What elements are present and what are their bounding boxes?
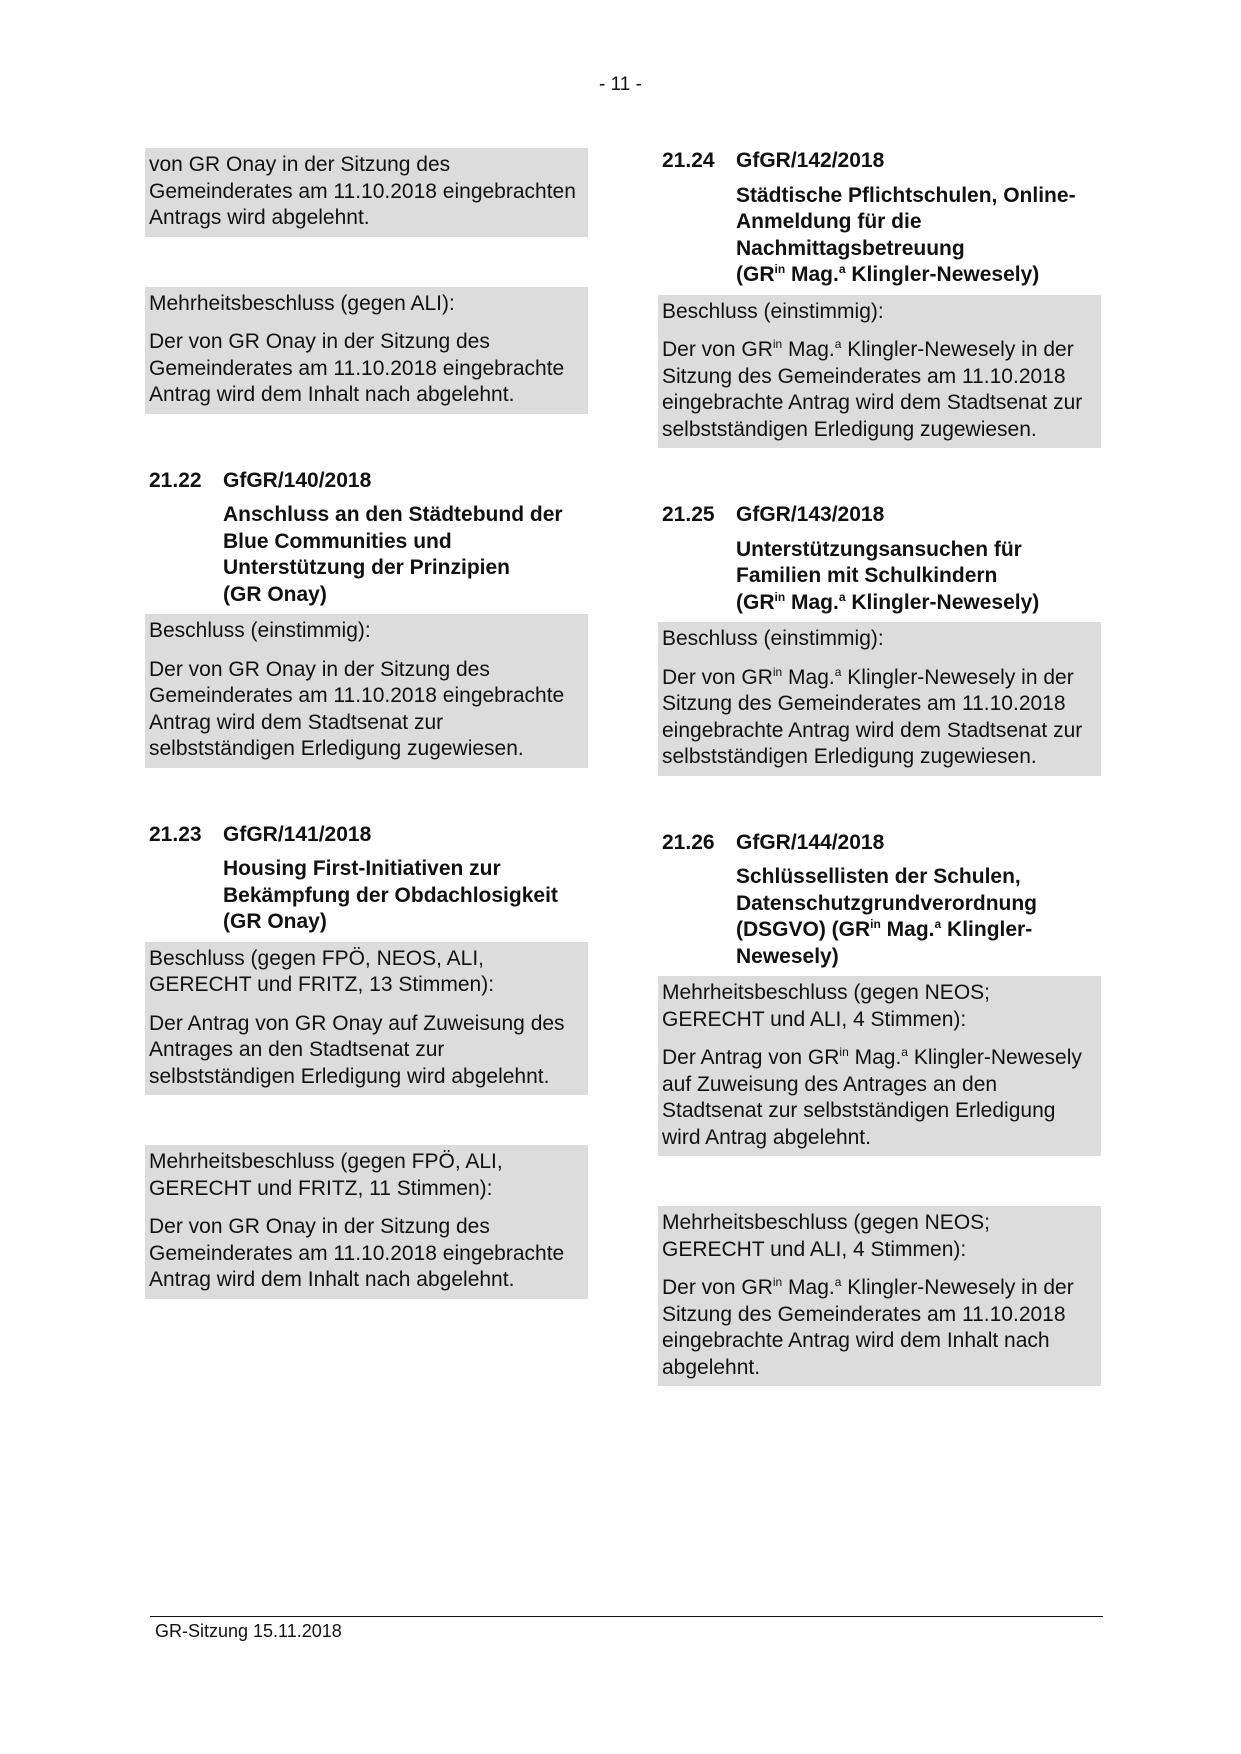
decision-label: Mehrheitsbeschluss (gegen NEOS; GERECHT und ALI, 4 Stimmen): — [662, 981, 990, 1031]
item-title: Schlüssellisten der Schulen, Datenschutzgrundverordnung (DSGVO) ($GR^{in}$ Mag.$^a$ Klingler-Newesely) — [736, 865, 1038, 968]
item-number: 21.25 — [662, 503, 715, 526]
item-code: GfGR/141/2018 — [223, 822, 372, 846]
decision-block — [145, 287, 588, 414]
item-code: GfGR/143/2018 — [736, 503, 885, 526]
item-title-text: Anschluss an den Städtebund der Blue Communities und Unterstützung der Prinzipien — [223, 503, 563, 579]
item-title-text: Housing First-Initiativen zur Bekämpfung der Obdachlosigkeit — [223, 857, 558, 907]
item-number: 21.26 — [662, 830, 715, 854]
item-heading — [662, 502, 1101, 529]
decision-label: Mehrheitsbeschluss (gegen NEOS; GERECHT und ALI, 4 Stimmen): — [662, 1211, 990, 1261]
decision-block — [145, 614, 588, 768]
decision-text: Der von $GR^{in}$ Mag.$^a$ Klingler-Newesely in der Sitzung des Gemeinderates am 11.10.2018 eingebrachte Antrag wird dem Stadtsenat zur selbstständigen Erledigung zugewiesen. — [662, 664, 1083, 768]
decision-block-2 — [145, 1145, 588, 1299]
item-heading — [149, 468, 588, 495]
continuation-text: von GR Onay in der Sitzung des Gemeinderates am 11.10.2018 eingebrachten Antrags wird abgelehnt. — [149, 153, 576, 229]
item-code: GfGR/140/2018 — [223, 468, 372, 492]
decision-text: Der von GR Onay in der Sitzung des Gemeinderates am 11.10.2018 eingebrachte Antrag wird dem Inhalt nach abgelehnt. — [149, 330, 565, 406]
decision-label: Beschluss (einstimmig): — [149, 619, 371, 642]
item-number: 21.24 — [662, 149, 715, 172]
decision-block-2 — [658, 1206, 1101, 1386]
footer-text: GR-Sitzung 15.11.2018 — [155, 1621, 342, 1641]
item-author: (GR Onay) — [223, 910, 327, 933]
continuation-block — [145, 148, 588, 237]
footer-divider — [150, 1616, 1103, 1617]
page-number: - 11 - — [599, 74, 642, 95]
decision-text: Der Antrag von GR Onay auf Zuweisung des Antrages an den Stadtsenat zur selbstständigen Erledigung wird abgelehnt. — [149, 1011, 565, 1088]
decision-label: Beschluss (gegen FPÖ, NEOS, ALI, GERECHT und FRITZ, 13 Stimmen): — [149, 946, 495, 996]
item-title — [736, 537, 1101, 617]
item-code: GfGR/142/2018 — [736, 149, 885, 172]
item-title — [223, 856, 588, 936]
item-title — [736, 183, 1101, 289]
decision-text: Der von $GR^{in}$ Mag.$^a$ Klingler-Newesely in der Sitzung des Gemeinderates am 11.10.2018 eingebrachte Antrag wird dem Inhalt nach abgelehnt. — [662, 1275, 1074, 1379]
decision-label: Beschluss (einstimmig): — [662, 299, 884, 323]
decision-text: Der von $GR^{in}$ Mag.$^a$ Klingler-Newesely in der Sitzung des Gemeinderates am 11.10.2018 eingebrachte Antrag wird dem Stadtsenat zur selbstständigen Erledigung zugewiesen. — [662, 337, 1083, 441]
item-heading — [149, 822, 588, 849]
decision-block — [145, 942, 588, 1096]
decision-text: Der von GR Onay in der Sitzung des Gemeinderates am 11.10.2018 eingebrachte Antrag wird dem Inhalt nach abgelehnt. — [149, 1215, 565, 1291]
decision-label: Beschluss (einstimmig): — [662, 627, 884, 650]
item-title-text: Städtische Pflichtschulen, Online-Anmeldung für die Nachmittagsbetreuung — [736, 183, 1076, 260]
decision-text: Der Antrag von $GR^{in}$ Mag.$^a$ Klingler-Newesely auf Zuweisung des Antrages an den Stadtsenat zur selbstständigen Erledigung wird Antrag abgelehnt. — [662, 1045, 1082, 1149]
item-heading — [662, 830, 1101, 857]
agenda-item-21-23 — [145, 822, 588, 1299]
item-heading — [662, 148, 1101, 175]
left-column — [145, 148, 588, 1299]
right-column — [658, 148, 1101, 1386]
decision-label: Mehrheitsbeschluss (gegen ALI): — [149, 291, 455, 315]
item-number: 21.22 — [149, 468, 202, 492]
agenda-item-21-22 — [145, 468, 588, 768]
decision-block — [658, 976, 1101, 1156]
item-title — [223, 502, 588, 608]
decision-label: Mehrheitsbeschluss (gegen FPÖ, ALI, GERECHT und FRITZ, 11 Stimmen): — [149, 1150, 503, 1200]
item-title-text: Unterstützungsansuchen für Familien mit Schulkindern — [736, 537, 1022, 587]
agenda-item-21-24 — [658, 148, 1101, 448]
decision-text: Der von GR Onay in der Sitzung des Gemeinderates am 11.10.2018 eingebrachte Antrag wird dem Stadtsenat zur selbstständigen Erledigung zugewiesen. — [149, 657, 565, 760]
decision-block — [658, 295, 1101, 449]
agenda-item-21-26 — [658, 830, 1101, 1387]
item-author: ($GR^{in}$ Mag.$^a$ Klingler-Newesely) — [736, 262, 1040, 286]
item-code: GfGR/144/2018 — [736, 830, 885, 854]
item-number: 21.23 — [149, 822, 202, 846]
item-author: (GR Onay) — [223, 582, 327, 606]
item-author: ($GR^{in}$ Mag.$^a$ Klingler-Newesely) — [736, 589, 1040, 614]
decision-block — [658, 622, 1101, 776]
agenda-item-21-25 — [658, 502, 1101, 776]
